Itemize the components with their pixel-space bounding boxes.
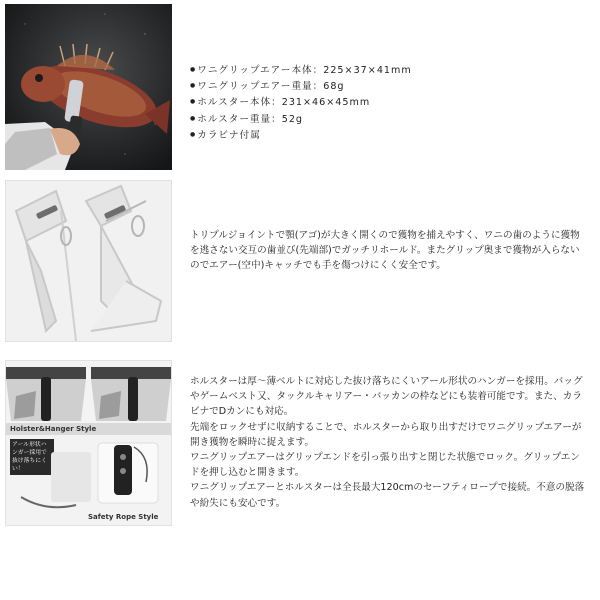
product-photo-fish xyxy=(5,4,172,170)
spec-list xyxy=(190,62,590,143)
hanger-note: アール形状ハンガー採用で抜け落ちにくい！ xyxy=(10,439,54,475)
feature-text: トリプルジョイントで顎(アゴ)が大きく開くので獲物を捕えやすく、ワニの歯のように獲物を逃さない交互の歯並び(先端部)でガッチリホールド。またグリップ奥まで獲物が入らないのでエアー(空中)キャッチでも手を傷つけにくく安全です。 xyxy=(190,230,580,272)
feature-description-jaw xyxy=(190,228,585,274)
product-diagram-joint xyxy=(5,180,172,342)
holster-text-4: ワニグリップエアーとホルスターは全長最大120cmのセーフティロープで接続。不意の脱落や紛失にも安心です。 xyxy=(190,482,585,509)
fish-grip-photo xyxy=(5,4,172,170)
feature-description-holster xyxy=(190,374,585,511)
spec-item: ● ワニグリップエアー重量：68g xyxy=(190,78,590,94)
holster-text-2: 先端をロックせずに収納することで、ホルスターから取り出すだけでワニグリップエアーが開き獲物を瞬時に捉えます。 xyxy=(190,421,582,448)
safety-rope-style-label: Safety Rope Style xyxy=(88,513,159,521)
spec-item: ● ホルスター本体：231×46×45mm xyxy=(190,94,590,110)
grip-jaw-diagram xyxy=(6,181,172,342)
holster-text-3: ワニグリップエアーはグリップエンドを引っ張り出すと閉じた状態でロック。グリップエンドを押し込むと開きます。 xyxy=(190,452,580,479)
holster-text-1: ホルスターは厚～薄ベルトに対応した抜け落ちにくいアール形状のハンガーを採用。バッグやゲームベスト又、タックルキャリアー・バッカンの枠などにも装着可能です。また、カラビナでDカンにも対応。 xyxy=(190,376,583,418)
product-diagram-holster xyxy=(5,360,172,526)
spec-item: ● ワニグリップエアー本体：225×37×41mm xyxy=(190,62,590,78)
spec-item: ● カラビナ付属 xyxy=(190,127,590,143)
spec-item: ● ホルスター重量：52g xyxy=(190,111,590,127)
holster-hanger-style-label: Holster&Hanger Style xyxy=(10,425,97,433)
